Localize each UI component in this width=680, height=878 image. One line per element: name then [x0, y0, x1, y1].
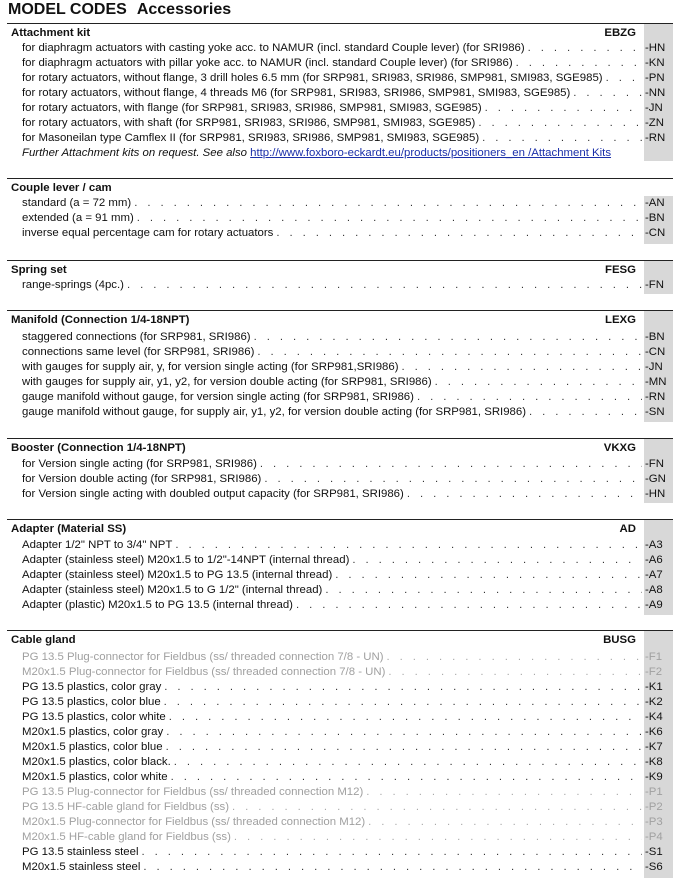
list-item [22, 345, 671, 360]
item-label: gauge manifold without gauge, for supply air, y1, y2, for version double acting (for SRP981, SRI986) [22, 406, 527, 418]
item-label: Adapter 1/2" NPT to 3/4" NPT [22, 539, 173, 551]
item-label: Adapter (stainless steel) M20x1.5 to 1/2"-14NPT (internal thread) [22, 554, 350, 566]
section-code: EBZG [604, 27, 636, 39]
item-label: Adapter (plastic) M20x1.5 to PG 13.5 (internal thread) [22, 599, 293, 611]
leader-dots [164, 695, 642, 710]
item-label: PG 13.5 plastics, color white [22, 711, 166, 723]
list-item [22, 695, 671, 710]
list-item [22, 41, 671, 56]
leader-dots [325, 583, 642, 598]
list-item [22, 360, 671, 375]
section-title-text: Manifold (Connection 1/4-18NPT) [11, 314, 190, 326]
item-code: -K9 [645, 771, 663, 783]
item-code: -FN [645, 279, 664, 291]
leader-dots [606, 71, 642, 86]
leader-dots [335, 568, 642, 583]
item-label: for diaphragm actuators with casting yoke acc. to NAMUR (incl. standard Couple lever) (for SRI986) [22, 42, 525, 54]
attachment-kits-link[interactable]: http://www.foxboro-eckardt.eu/products/positioners_en /Attachment Kits [250, 147, 612, 159]
item-code: -S1 [645, 846, 663, 858]
item-code: -K4 [645, 711, 663, 723]
section-code: LEXG [604, 314, 636, 326]
list-item [22, 196, 671, 211]
section-title-booster [11, 441, 636, 456]
item-label: PG 13.5 plastics, color blue [22, 696, 161, 708]
list-item [22, 740, 671, 755]
list-item [22, 101, 671, 116]
item-label: M20x1.5 plastics, color black. [22, 756, 171, 768]
item-code: -A7 [645, 569, 663, 581]
list-item [22, 131, 671, 146]
list-item [22, 405, 671, 420]
leader-dots [142, 845, 643, 860]
leader-dots [264, 472, 642, 487]
item-label: extended (a = 91 mm) [22, 212, 134, 224]
list-item [22, 710, 671, 725]
section-title-attachment-kit [11, 26, 636, 41]
list-item [22, 457, 671, 472]
section-title-adapter [11, 522, 636, 537]
page-subtitle: Accessories [136, 1, 232, 18]
list-item [22, 860, 671, 875]
item-code: -A6 [645, 554, 663, 566]
item-label: M20x1.5 Plug-connector for Fieldbus (ss/ threaded connection 7/8 - UN) [22, 666, 386, 678]
item-label: for rotary actuators, with shaft (for SRP981, SRI983, SRI986, SMP981, SMI983, SGE985) [22, 117, 476, 129]
item-code: -BN [645, 331, 665, 343]
section-title-text: Couple lever / cam [11, 182, 112, 194]
leader-dots [516, 56, 642, 71]
leader-dots [366, 785, 642, 800]
section-divider [7, 438, 673, 439]
item-code: -SN [645, 406, 665, 418]
item-code: -P1 [645, 786, 663, 798]
section-divider [7, 310, 673, 311]
list-item [22, 650, 671, 665]
item-label: inverse equal percentage cam for rotary actuators [22, 227, 274, 239]
list-item [22, 568, 671, 583]
item-code: -K8 [645, 756, 663, 768]
section-divider [7, 519, 673, 520]
item-code: -K7 [645, 741, 663, 753]
item-label: for rotary actuators, with flange (for SRP981, SRI983, SRI986, SMP981, SMI983, SGE985) [22, 102, 482, 114]
item-label: M20x1.5 stainless steel [22, 861, 141, 873]
item-code: -RN [645, 391, 666, 403]
item-label: with gauges for supply air, y, for version single acting (for SRP981,SRI986) [22, 361, 399, 373]
list-item [22, 278, 671, 293]
list-item [22, 487, 671, 502]
item-label: PG 13.5 Plug-connector for Fieldbus (ss/ threaded connection M12) [22, 786, 364, 798]
item-code: -JN [645, 102, 663, 114]
item-code: -HN [645, 488, 666, 500]
item-label: for Version double acting (for SRP981, SRI986) [22, 473, 262, 485]
item-code: -K1 [645, 681, 663, 693]
item-code: -A8 [645, 584, 663, 596]
section-divider [7, 23, 673, 24]
section-title-text: Adapter (Material SS) [11, 523, 127, 535]
list-item [22, 553, 671, 568]
leader-dots [174, 755, 642, 770]
leader-dots [164, 680, 642, 695]
leader-dots [296, 598, 642, 613]
item-code: -PN [645, 72, 665, 84]
item-label: connections same level (for SRP981, SRI986) [22, 346, 255, 358]
list-item [22, 56, 671, 71]
leader-dots [435, 375, 642, 390]
leader-dots [260, 457, 642, 472]
list-item [22, 71, 671, 86]
leader-dots [529, 405, 642, 420]
list-item [22, 815, 671, 830]
section-title-text: Booster (Connection 1/4-18NPT) [11, 442, 186, 454]
item-label: for rotary actuators, without flange, 3 drill holes 6.5 mm (for SRP981, SRI983, SRI986, SMP981, SMI983, SGE985) [22, 72, 603, 84]
item-label: PG 13.5 HF-cable gland for Fieldbus (ss) [22, 801, 230, 813]
leader-dots [171, 770, 642, 785]
item-label: M20x1.5 plastics, color white [22, 771, 168, 783]
leader-dots [127, 278, 642, 293]
leader-dots [232, 800, 642, 815]
leader-dots [254, 330, 642, 345]
list-item [22, 226, 671, 241]
item-code: -P3 [645, 816, 663, 828]
leader-dots [166, 725, 642, 740]
item-code: -AN [645, 197, 665, 209]
item-code: -CN [645, 227, 666, 239]
list-item [22, 583, 671, 598]
leader-dots [143, 860, 642, 875]
section-title-text: Cable gland [11, 634, 76, 646]
item-label: PG 13.5 stainless steel [22, 846, 139, 858]
note-text: Further Attachment kits on request. See also [22, 147, 251, 159]
item-label: M20x1.5 Plug-connector for Fieldbus (ss/ threaded connection M12) [22, 816, 366, 828]
item-label: for Version single acting with doubled output capacity (for SRP981, SRI986) [22, 488, 404, 500]
section-code: AD [619, 523, 636, 535]
leader-dots [257, 345, 642, 360]
item-code: -JN [645, 361, 663, 373]
page-title-main: MODEL CODES [8, 1, 127, 18]
item-label: PG 13.5 plastics, color gray [22, 681, 162, 693]
leader-dots [137, 211, 642, 226]
section-code: VKXG [603, 442, 636, 454]
leader-dots [166, 740, 642, 755]
item-label: gauge manifold without gauge, for version single acting (for SRP981, SRI986) [22, 391, 414, 403]
leader-dots [482, 131, 642, 146]
list-item [22, 330, 671, 345]
item-label: for Masoneilan type Camflex II (for SRP981, SRI983, SRI986, SMP981, SMI983, SGE985) [22, 132, 480, 144]
item-code: -CN [645, 346, 666, 358]
item-code: -F1 [645, 651, 663, 663]
leader-dots [169, 710, 642, 725]
section-code: FESG [604, 264, 636, 276]
item-code: -HN [645, 42, 666, 54]
leader-dots [388, 665, 642, 680]
item-label: range-springs (4pc.) [22, 279, 124, 291]
item-label: for rotary actuators, without flange, 4 threads M6 (for SRP981, SRI983, SRI986, SMP981, SMI983, SGE985) [22, 87, 571, 99]
leader-dots [528, 41, 642, 56]
item-label: M20x1.5 HF-cable gland for Fieldbus (ss) [22, 831, 231, 843]
item-code: -P2 [645, 801, 663, 813]
list-item [22, 375, 671, 390]
item-code: -A3 [645, 539, 663, 551]
item-label: M20x1.5 plastics, color blue [22, 741, 163, 753]
item-label: PG 13.5 Plug-connector for Fieldbus (ss/ threaded connection 7/8 - UN) [22, 651, 384, 663]
leader-dots [485, 101, 642, 116]
leader-dots [478, 116, 642, 131]
item-code: -K2 [645, 696, 663, 708]
page-title [8, 0, 231, 20]
item-code: -K6 [645, 726, 663, 738]
item-code: -FN [645, 458, 664, 470]
section-title-spring-set [11, 263, 636, 278]
list-item [22, 211, 671, 226]
list-item [22, 785, 671, 800]
item-code: -RN [645, 132, 666, 144]
section-divider [7, 178, 673, 179]
item-code: -P4 [645, 831, 663, 843]
item-label: for Version single acting (for SRP981, SRI986) [22, 458, 257, 470]
section-title-text: Spring set [11, 264, 67, 276]
item-code: -F2 [645, 666, 663, 678]
list-item [22, 755, 671, 770]
leader-dots [573, 86, 642, 101]
list-item [22, 538, 671, 553]
list-item [22, 845, 671, 860]
item-label: Adapter (stainless steel) M20x1.5 to PG 13.5 (internal thread) [22, 569, 333, 581]
list-item [22, 830, 671, 845]
leader-dots [276, 226, 642, 241]
section-title-manifold [11, 313, 636, 328]
item-label: Adapter (stainless steel) M20x1.5 to G 1/2" (internal thread) [22, 584, 323, 596]
item-code: -A9 [645, 599, 663, 611]
item-label: M20x1.5 plastics, color gray [22, 726, 164, 738]
item-code: -S6 [645, 861, 663, 873]
item-label: with gauges for supply air, y1, y2, for version double acting (for SRP981, SRI986) [22, 376, 432, 388]
leader-dots [387, 650, 642, 665]
leader-dots [175, 538, 642, 553]
section-title-cable-gland [11, 633, 636, 648]
list-item [22, 665, 671, 680]
list-item [22, 116, 671, 131]
leader-dots [407, 487, 642, 502]
section-title-text: Attachment kit [11, 27, 91, 39]
attachment-note [22, 146, 642, 161]
section-title-couple-lever [11, 181, 636, 196]
list-item [22, 680, 671, 695]
leader-dots [234, 830, 642, 845]
list-item [22, 725, 671, 740]
section-divider [7, 630, 673, 631]
list-item [22, 86, 671, 101]
section-code: BUSG [603, 634, 636, 646]
item-code: -KN [645, 57, 665, 69]
list-item [22, 472, 671, 487]
list-item [22, 800, 671, 815]
item-label: for diaphragm actuators with pillar yoke acc. to NAMUR (incl. standard Couple lever) (for SRI986) [22, 57, 513, 69]
item-code: -NN [645, 87, 666, 99]
list-item [22, 770, 671, 785]
item-code: -MN [645, 376, 667, 388]
leader-dots [134, 196, 642, 211]
leader-dots [417, 390, 642, 405]
item-code: -GN [645, 473, 666, 485]
leader-dots [402, 360, 643, 375]
item-code: -BN [645, 212, 665, 224]
leader-dots [368, 815, 642, 830]
item-code: -ZN [645, 117, 664, 129]
list-item [22, 390, 671, 405]
item-label: staggered connections (for SRP981, SRI986) [22, 331, 251, 343]
leader-dots [352, 553, 642, 568]
list-item [22, 598, 671, 613]
section-divider [7, 260, 673, 261]
item-label: standard (a = 72 mm) [22, 197, 132, 209]
